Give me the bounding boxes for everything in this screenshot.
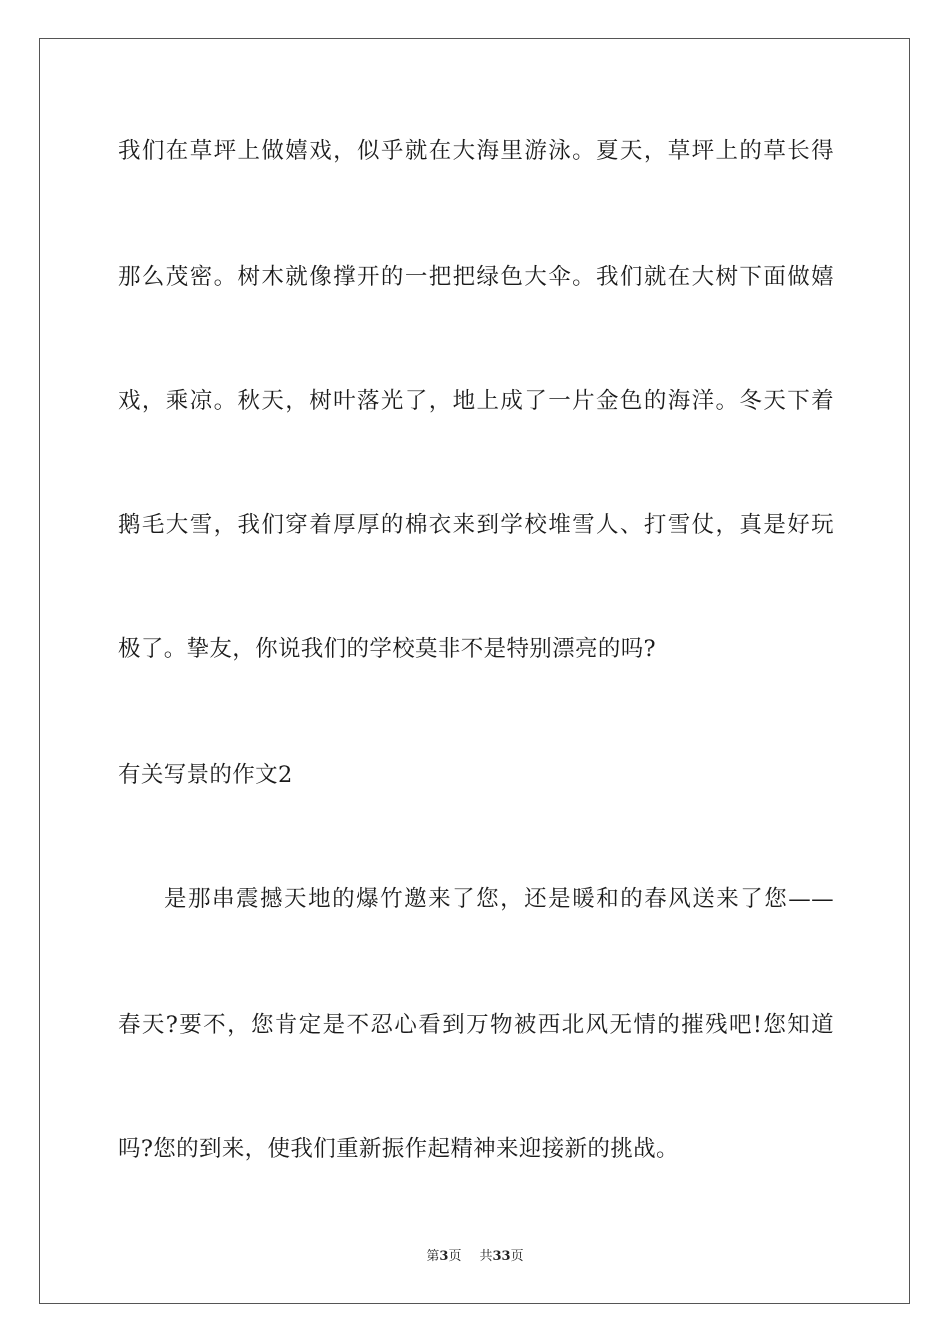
body-text-line: 戏，乘凉。秋天，树叶落光了，地上成了一片金色的海洋。冬天下着 <box>118 388 834 414</box>
total-label-suffix: 页 <box>510 1249 524 1264</box>
body-text-line: 那么茂密。树木就像撑开的一把把绿色大伞。我们就在大树下面做嬉 <box>118 264 834 290</box>
total-pages: 33 <box>492 1249 511 1264</box>
body-text-line: 极了。挚友，你说我们的学校莫非不是特别漂亮的吗? <box>118 636 656 662</box>
body-text-line: 春天?要不，您肯定是不忍心看到万物被西北风无情的摧残吧!您知道 <box>118 1012 834 1038</box>
section-heading: 有关写景的作文2 <box>118 762 293 788</box>
page-footer <box>0 1248 950 1266</box>
page-number: 3 <box>439 1249 449 1264</box>
total-label-prefix: 共 <box>479 1249 493 1264</box>
body-text-line: 吗?您的到来，使我们重新振作起精神来迎接新的挑战。 <box>118 1136 679 1162</box>
page-border <box>39 38 910 1304</box>
body-text-line: 鹅毛大雪，我们穿着厚厚的棉衣来到学校堆雪人、打雪仗，真是好玩 <box>118 512 834 538</box>
body-text-line: 是那串震撼天地的爆竹邀来了您，还是暖和的春风送来了您—— <box>164 886 834 912</box>
page-label-prefix: 第 <box>426 1249 440 1264</box>
page-label-suffix: 页 <box>448 1249 462 1264</box>
body-text-line: 我们在草坪上做嬉戏，似乎就在大海里游泳。夏天，草坪上的草长得 <box>118 138 834 164</box>
